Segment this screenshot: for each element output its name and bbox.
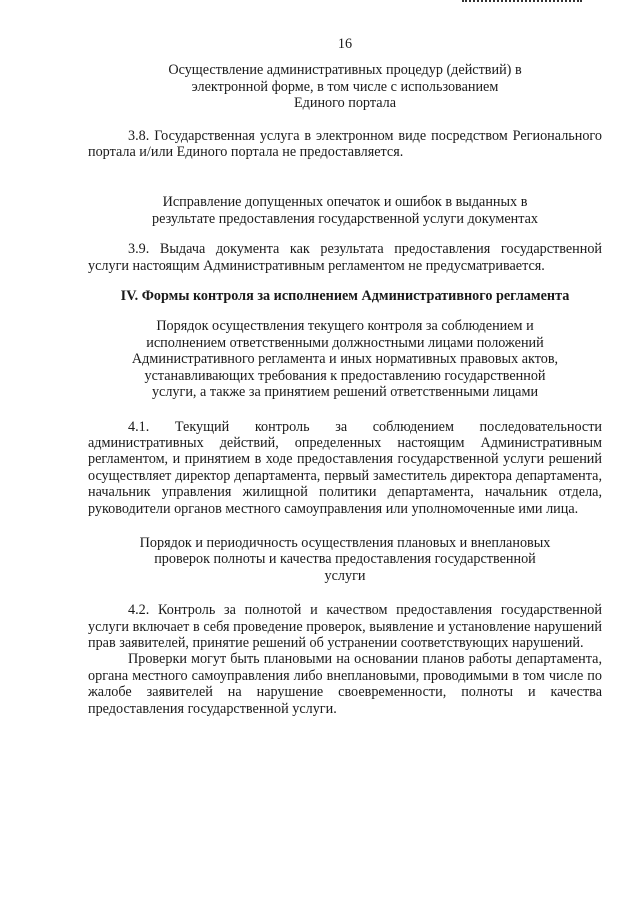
paragraph-3-8: 3.8. Государственная услуга в электронном виде посредством Регионального портала и/или Единого портала не предоставляется.	[88, 127, 602, 161]
document-page	[88, 36, 602, 717]
top-edge-mark	[462, 0, 582, 5]
heading-current-control: Порядок осуществления текущего контроля за соблюдением и исполнением ответственными должностными лицами положений Административного регламента и иных нормативных правовых актов, устанавливающих требования к предоставлению государственной услуги, а также за принятием решений ответственными лицами	[131, 318, 559, 401]
paragraph-3-9: 3.9. Выдача документа как результата предоставления государственной услуги настоящим Административным регламентом не предусматривается.	[88, 241, 602, 274]
paragraph-4-2: 4.2. Контроль за полнотой и качеством предоставления государственной услуги включает в себя проведение проверок, выявление и установление нарушений прав заявителей, принятие решений об устранении соответствующих нарушений.	[88, 602, 602, 651]
paragraph-4-1: 4.1. Текущий контроль за соблюдением последовательности административных действий, определенных настоящим Административным регламентом, и принятием в ходе предоставления государственной услуги решений осуществляет директор департамента, первый заместитель директора департамента, начальник управления жилищной политики департамента, начальник отдела, руководители органов местного самоуправления или уполномоченные ими лица.	[88, 418, 602, 517]
section-iv-title: IV. Формы контроля за исполнением Административного регламента	[120, 288, 570, 305]
heading-electronic-procedures: Осуществление административных процедур (действий) в электронной форме, в том числе с использованием Единого портала	[168, 62, 522, 112]
heading-inspections: Порядок и периодичность осуществления плановых и внеплановых проверок полноты и качества предоставления государственной услуги	[139, 534, 551, 584]
page-number: 16	[337, 36, 353, 52]
heading-typo-correction: Исправление допущенных опечаток и ошибок в выданных в результате предоставления государственной услуги документах	[152, 194, 538, 227]
paragraph-inspections: Проверки могут быть плановыми на основании планов работы департамента, органа местного самоуправления либо внеплановыми, проводимыми в том числе по жалобе заявителей на нарушение своевременности, полноты и качества предоставления государственной услуги.	[88, 651, 602, 717]
